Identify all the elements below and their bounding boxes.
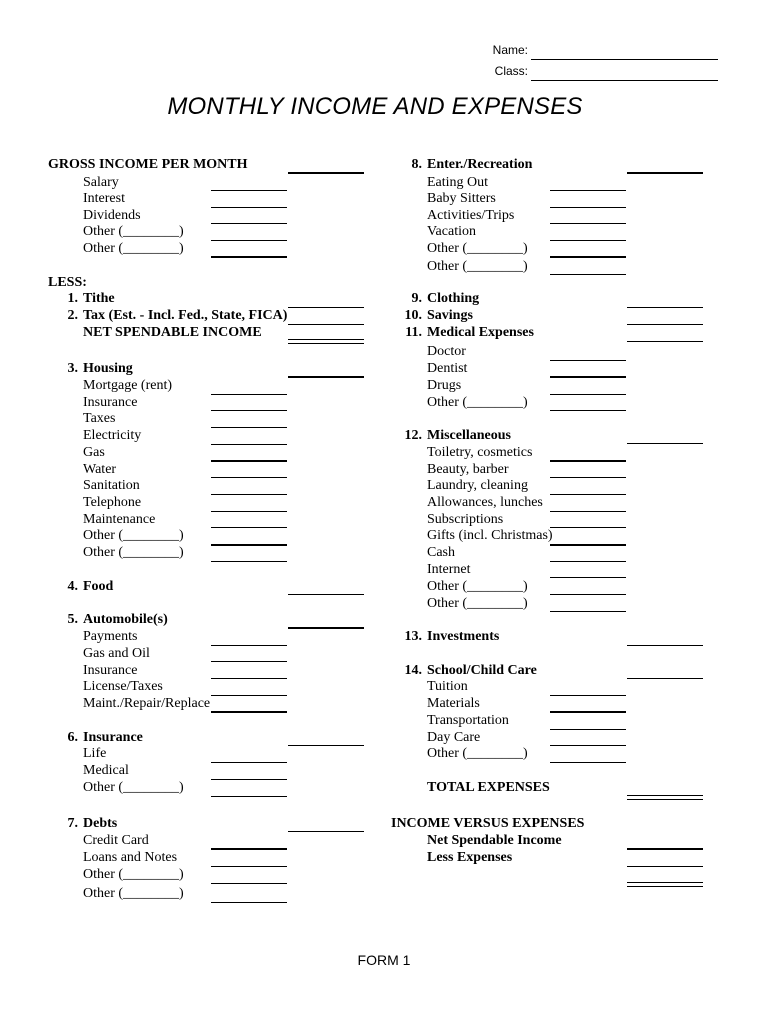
other-income-field[interactable] <box>211 240 287 241</box>
dividends-field[interactable] <box>211 223 287 224</box>
misc-item-field[interactable] <box>550 527 626 528</box>
housing-item: Maintenance <box>83 512 156 527</box>
net-spendable-income-field[interactable] <box>627 848 703 850</box>
net-spendable-field[interactable] <box>288 339 364 344</box>
school-item-field[interactable] <box>550 762 626 763</box>
automobile-item-field[interactable] <box>211 661 287 662</box>
insurance-item: Medical <box>83 763 129 778</box>
automobile-item-field[interactable] <box>211 678 287 679</box>
insurance-number: 6. <box>67 730 78 745</box>
insurance-item-field[interactable] <box>211 796 287 797</box>
enter-item: Eating Out <box>427 175 489 190</box>
housing-number: 3. <box>67 361 78 376</box>
insurance-item: Life <box>83 746 107 761</box>
misc-item: Other (________) <box>427 596 528 611</box>
misc-item: Cash <box>427 545 455 560</box>
school-label: School/Child Care <box>427 663 537 678</box>
clothing-field[interactable] <box>627 307 703 308</box>
misc-item-field[interactable] <box>550 611 626 612</box>
debts-total-field[interactable] <box>288 831 364 832</box>
housing-total-field[interactable] <box>288 376 364 378</box>
school-item-field[interactable] <box>550 711 626 713</box>
enter-total-field[interactable] <box>627 172 703 174</box>
housing-label: Housing <box>83 361 133 376</box>
savings-number: 10. <box>404 308 422 323</box>
insurance-item: Other (________) <box>83 780 184 795</box>
school-item: Day Care <box>427 730 481 745</box>
misc-item: Subscriptions <box>427 512 504 527</box>
housing-item-field[interactable] <box>211 477 287 478</box>
debts-item: Loans and Notes <box>83 850 178 865</box>
tithe-number: 1. <box>67 291 78 306</box>
automobile-label: Automobile(s) <box>83 612 168 627</box>
debts-item-field[interactable] <box>211 866 287 867</box>
medical-item: Other (________) <box>427 395 528 410</box>
enter-item: Other (________) <box>427 241 528 256</box>
tax-field[interactable] <box>288 324 364 325</box>
gross-income-item: Dividends <box>83 208 141 223</box>
medical-item-field[interactable] <box>550 360 626 361</box>
clothing-label: Clothing <box>427 291 480 306</box>
debts-item-field[interactable] <box>211 848 287 850</box>
gross-income-item: Other (________) <box>83 241 184 256</box>
less-label: LESS: <box>48 275 87 290</box>
housing-item-field[interactable] <box>211 511 287 512</box>
income-vs-expenses-heading: INCOME VERSUS EXPENSES <box>391 816 585 831</box>
housing-item: Other (________) <box>83 528 184 543</box>
school-item-field[interactable] <box>550 745 626 746</box>
total-expenses-label: TOTAL EXPENSES <box>427 780 550 795</box>
tithe-label: Tithe <box>83 291 115 306</box>
gross-income-item: Salary <box>83 175 119 190</box>
medical-number: 11. <box>405 325 422 340</box>
debts-item: Other (________) <box>83 886 184 901</box>
income-vs-expenses-result-field[interactable] <box>627 882 703 887</box>
housing-item: Insurance <box>83 395 138 410</box>
interest-field[interactable] <box>211 207 287 208</box>
insurance-item-field[interactable] <box>211 779 287 780</box>
enter-item: Baby Sitters <box>427 191 496 206</box>
school-item-field[interactable] <box>550 695 626 696</box>
enter-item-field[interactable] <box>550 240 626 241</box>
other-income-field[interactable] <box>211 256 287 258</box>
housing-item-field[interactable] <box>211 394 287 395</box>
enter-item: Activities/Trips <box>427 208 515 223</box>
misc-item: Toiletry, cosmetics <box>427 445 533 460</box>
misc-label: Miscellaneous <box>427 428 511 443</box>
salary-field[interactable] <box>211 190 287 191</box>
misc-item-field[interactable] <box>550 494 626 495</box>
housing-item-field[interactable] <box>211 460 287 462</box>
total-expenses-field[interactable] <box>627 795 703 800</box>
school-total-field[interactable] <box>627 678 703 679</box>
enter-number: 8. <box>411 157 422 172</box>
automobile-item-field[interactable] <box>211 645 287 646</box>
tithe-field[interactable] <box>288 307 364 308</box>
enter-item: Vacation <box>427 224 476 239</box>
gross-income-item: Interest <box>83 191 125 206</box>
automobile-item: Insurance <box>83 663 138 678</box>
housing-item: Mortgage (rent) <box>83 378 173 393</box>
savings-label: Savings <box>427 308 473 323</box>
tax-label: Tax (Est. - Incl. Fed., State, FICA) <box>83 308 288 323</box>
misc-item-field[interactable] <box>550 594 626 595</box>
housing-item-field[interactable] <box>211 494 287 495</box>
debts-item: Other (________) <box>83 867 184 882</box>
name-label: Name: <box>492 43 528 57</box>
school-item: Transportation <box>427 713 509 728</box>
housing-item-field[interactable] <box>211 427 287 428</box>
medical-item: Doctor <box>427 344 466 359</box>
debts-label: Debts <box>83 816 118 831</box>
housing-item: Gas <box>83 445 105 460</box>
misc-item-field[interactable] <box>550 477 626 478</box>
tax-number: 2. <box>67 308 78 323</box>
enter-item-field[interactable] <box>550 274 626 275</box>
enter-label: Enter./Recreation <box>427 157 533 172</box>
misc-item: Gifts (incl. Christmas) <box>427 528 553 543</box>
housing-item: Electricity <box>83 428 142 443</box>
food-field[interactable] <box>288 594 364 595</box>
misc-item: Beauty, barber <box>427 462 509 477</box>
medical-item-field[interactable] <box>550 376 626 378</box>
school-item: Other (________) <box>427 746 528 761</box>
investments-field[interactable] <box>627 645 703 646</box>
savings-field[interactable] <box>627 324 703 325</box>
medical-item: Dentist <box>427 361 468 376</box>
school-item: Tuition <box>427 679 468 694</box>
housing-item: Water <box>83 462 117 477</box>
housing-item-field[interactable] <box>211 527 287 528</box>
gross-income-item: Other (________) <box>83 224 184 239</box>
housing-item: Sanitation <box>83 478 140 493</box>
less-expenses-field[interactable] <box>627 866 703 867</box>
misc-item-field[interactable] <box>550 577 626 578</box>
medical-item: Drugs <box>427 378 462 393</box>
housing-item-field[interactable] <box>211 544 287 546</box>
enter-item-field[interactable] <box>550 223 626 224</box>
enter-item-field[interactable] <box>550 190 626 191</box>
medical-total-field[interactable] <box>627 341 703 342</box>
enter-item-field[interactable] <box>550 256 626 258</box>
form-number: FORM 1 <box>357 952 411 968</box>
misc-total-field[interactable] <box>627 443 703 444</box>
clothing-number: 9. <box>411 291 422 306</box>
automobile-item: Payments <box>83 629 138 644</box>
misc-item-field[interactable] <box>550 544 626 546</box>
page-title: MONTHLY INCOME AND EXPENSES <box>167 93 583 120</box>
misc-item-field[interactable] <box>550 561 626 562</box>
debts-item-field[interactable] <box>211 902 287 903</box>
medical-item-field[interactable] <box>550 394 626 395</box>
enter-item-field[interactable] <box>550 207 626 208</box>
housing-item: Other (________) <box>83 545 184 560</box>
school-item-field[interactable] <box>550 729 626 730</box>
insurance-item-field[interactable] <box>211 762 287 763</box>
misc-item: Allowances, lunches <box>427 495 543 510</box>
school-number: 14. <box>404 663 422 678</box>
housing-item-field[interactable] <box>211 444 287 445</box>
medical-item-field[interactable] <box>550 410 626 411</box>
insurance-total-field[interactable] <box>288 745 364 746</box>
name-field[interactable] <box>531 59 718 60</box>
school-item: Materials <box>427 696 480 711</box>
less-expenses-label: Less Expenses <box>427 850 513 865</box>
housing-item: Taxes <box>83 411 116 426</box>
class-field[interactable] <box>531 80 718 81</box>
misc-item: Laundry, cleaning <box>427 478 528 493</box>
housing-item-field[interactable] <box>211 561 287 562</box>
automobile-item-field[interactable] <box>211 711 287 713</box>
net-spendable-income-label: Net Spendable Income <box>427 833 562 848</box>
debts-item: Credit Card <box>83 833 149 848</box>
gross-income-total-field[interactable] <box>288 172 364 174</box>
automobile-number: 5. <box>67 612 78 627</box>
housing-item: Telephone <box>83 495 142 510</box>
misc-item: Other (________) <box>427 579 528 594</box>
net-spendable-label: NET SPENDABLE INCOME <box>83 325 262 340</box>
automobile-item-field[interactable] <box>211 695 287 696</box>
misc-item: Internet <box>427 562 471 577</box>
investments-label: Investments <box>427 629 500 644</box>
insurance-label: Insurance <box>83 730 143 745</box>
investments-number: 13. <box>404 629 422 644</box>
automobile-item: Gas and Oil <box>83 646 150 661</box>
misc-item-field[interactable] <box>550 460 626 462</box>
misc-item-field[interactable] <box>550 511 626 512</box>
automobile-item: Maint./Repair/Replace <box>83 696 211 711</box>
debts-number: 7. <box>67 816 78 831</box>
enter-item: Other (________) <box>427 259 528 274</box>
debts-item-field[interactable] <box>211 883 287 884</box>
misc-number: 12. <box>404 428 422 443</box>
food-label: Food <box>83 579 114 594</box>
automobile-total-field[interactable] <box>288 627 364 629</box>
gross-income-heading: GROSS INCOME PER MONTH <box>48 157 248 172</box>
housing-item-field[interactable] <box>211 410 287 411</box>
medical-label: Medical Expenses <box>427 325 534 340</box>
automobile-item: License/Taxes <box>83 679 163 694</box>
food-number: 4. <box>67 579 78 594</box>
class-label: Class: <box>494 64 528 78</box>
